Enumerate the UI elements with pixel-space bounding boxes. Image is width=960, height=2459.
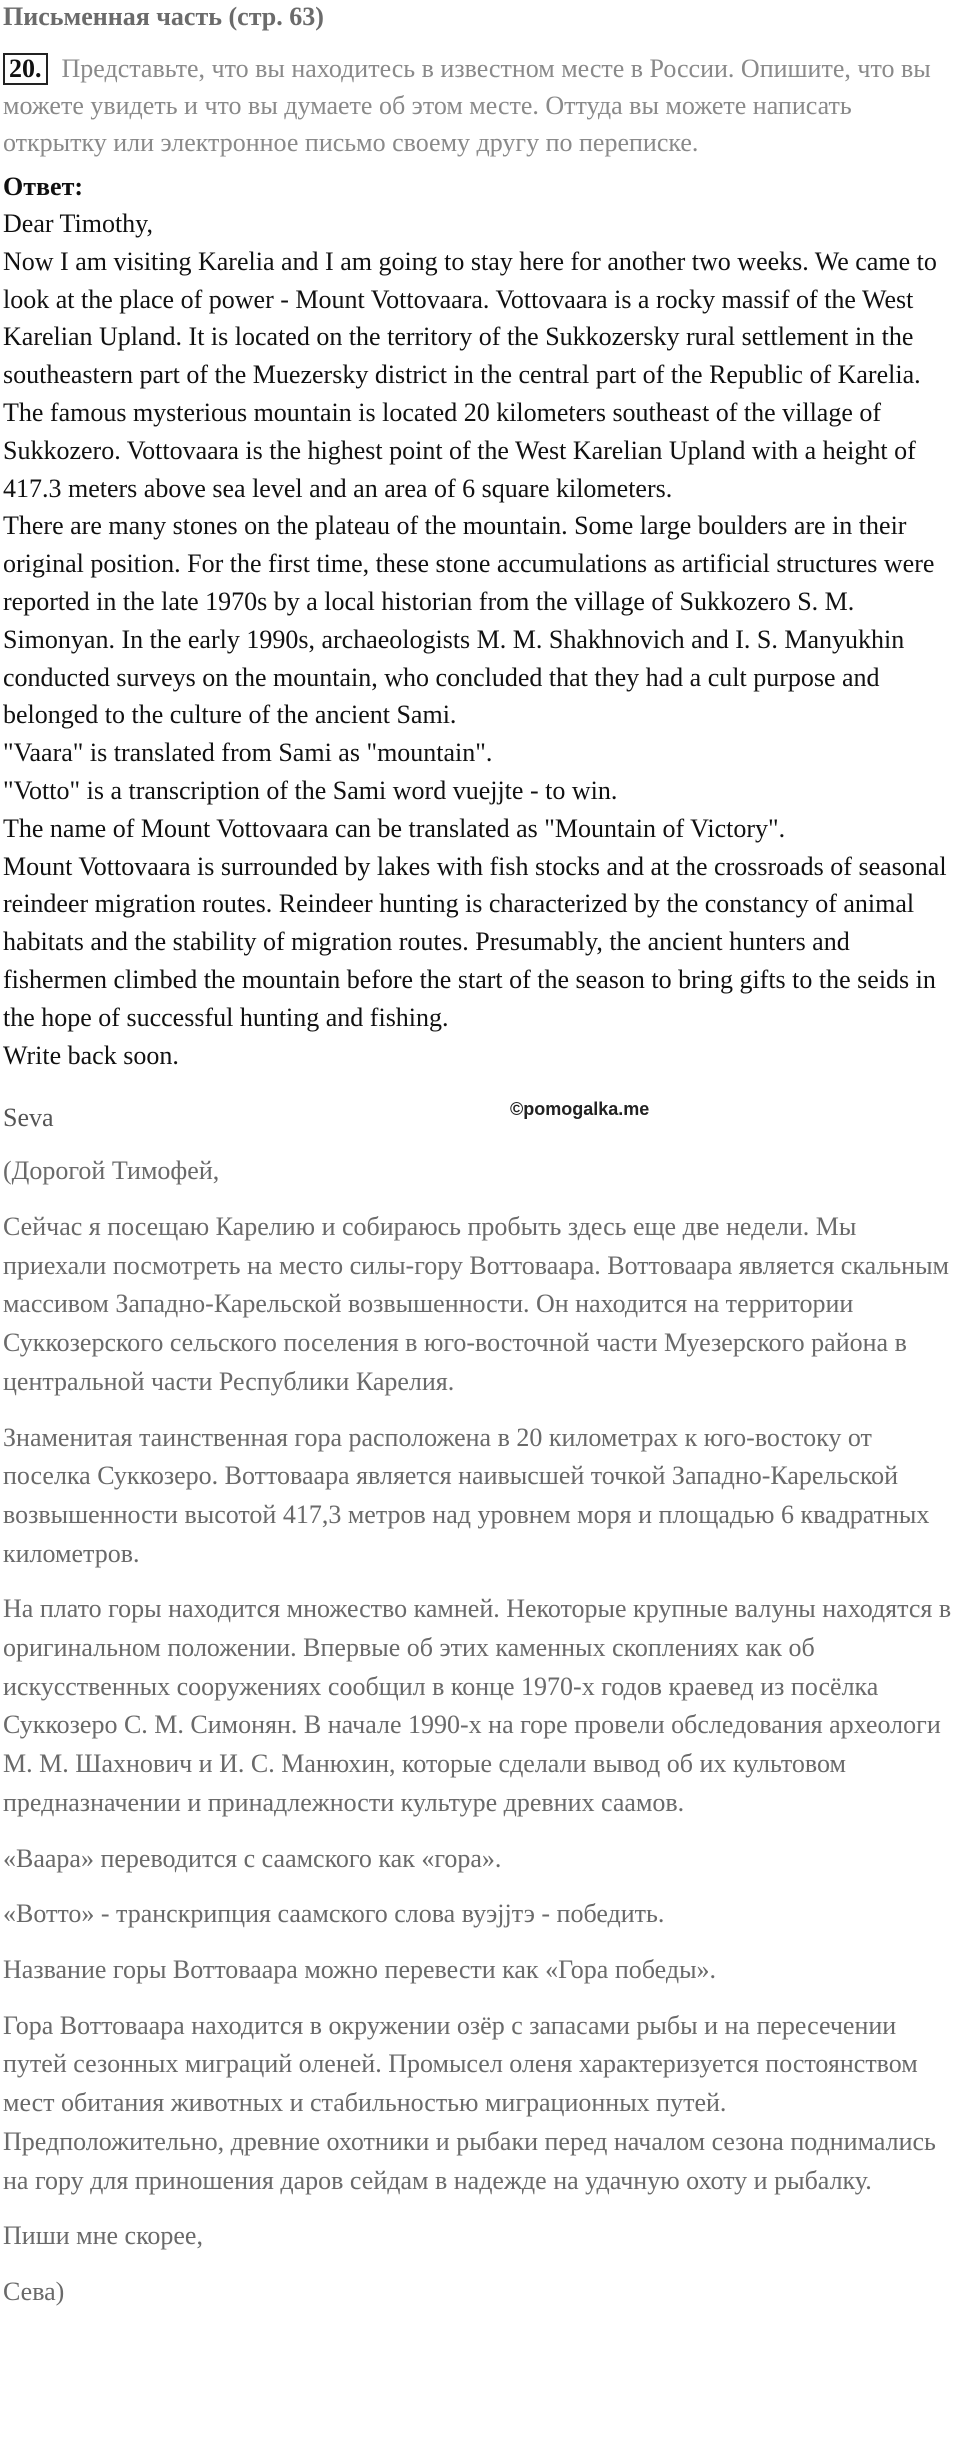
english-line: Mount Vottovaara is surrounded by lakes with fish stocks and at the crossroads of seasonal reindeer migration routes. Reindeer hunting is characterized by the constancy of animal habitats and the stability of migration routes. Presumably, the ancient hunters and fishermen climbed the mountain before the start of the season to bring gifts to the seids in the hope of successful hunting and fishing. bbox=[3, 851, 947, 1032]
task-number: 20. bbox=[3, 53, 48, 85]
english-line: Write back soon. bbox=[3, 1040, 179, 1070]
watermark: ©pomogalka.me bbox=[510, 1099, 650, 1119]
english-line: "Votto" is a transcription of the Sami word vuejjte - to win. bbox=[3, 775, 618, 805]
english-line: "Vaara" is translated from Sami as "mountain". bbox=[3, 738, 493, 768]
russian-paragraph: «Ваара» переводится с саамского как «гора». bbox=[3, 1843, 502, 1873]
russian-paragraph: (Дорогой Тимофей, bbox=[3, 1156, 220, 1186]
english-signature: Seva bbox=[3, 1103, 54, 1133]
english-letter bbox=[3, 205, 953, 1074]
russian-paragraph: На плато горы находится множество камней. Некоторые крупные валуны находятся в оригинальном положении. Впервые об этих каменных скоплениях как об искусственных сооружениях сообщил в конце 1970-х годов краевед из посёлка Суккозеро С. М. Симонян. В начале 1990-х на горе провели обследования археологи М. М. Шахнович и И. С. Манюхин, которые сделали вывод об их культовом предназначении и принадлежности культуре древних саамов. bbox=[3, 1594, 952, 1817]
page-heading: Письменная часть (стр. 63) bbox=[3, 2, 324, 31]
english-line: Now I am visiting Karelia and I am going to stay here for another two weeks. We came to look at the place of power - Mount Vottovaara. Vottovaara is a rocky massif of the West Karelian Upland. It is located on the territory of the Sukkozersky rural settlement in the southeastern part of the Muezersky district in the central part of the Republic of Karelia. bbox=[3, 246, 937, 390]
english-line: There are many stones on the plateau of the mountain. Some large boulders are in their original position. For the first time, these stone accumulations as artificial structures were reported in the late 1970s by a local historian from the village of Sukkozero S. M. Simonyan. In the early 1990s, archaeologists M. M. Shakhnovich and I. S. Manyukhin conducted surveys on the mountain, who concluded that they had a cult purpose and belonged to the culture of the ancient Sami. bbox=[3, 511, 935, 730]
russian-paragraph: Пиши мне скорее, bbox=[3, 2221, 203, 2251]
english-line: The name of Mount Vottovaara can be translated as "Mountain of Victory". bbox=[3, 813, 786, 843]
english-line: The famous mysterious mountain is located 20 kilometers southeast of the village of Sukkozero. Vottovaara is the highest point of the West Karelian Upland with a height of 417.3 meters above sea level and an area of 6 square kilometers. bbox=[3, 397, 916, 503]
russian-paragraph: Знаменитая таинственная гора расположена в 20 километрах к юго-востоку от поселка Суккозеро. Воттоваара является наивысшей точкой Западно-Карельской возвышенности высотой 417,3 метров над уровнем моря и площадью 6 квадратных километров. bbox=[3, 1422, 930, 1568]
russian-paragraph: Сева) bbox=[3, 2276, 65, 2306]
task-text: Представьте, что вы находитесь в известном месте в России. Опишите, что вы можете увидеть и что вы думаете об этом месте. Оттуда вы можете написать открытку или электронное письмо своему другу по переписке. bbox=[3, 54, 931, 157]
answer-label: Ответ: bbox=[3, 172, 84, 201]
russian-paragraph: «Вотто» - транскрипция саамского слова вуэјјтэ - победить. bbox=[3, 1899, 665, 1929]
russian-paragraph: Название горы Воттоваара можно перевести как «Гора победы». bbox=[3, 1954, 717, 1984]
russian-paragraph: Гора Воттоваара находится в окружении озёр с запасами рыбы и на пересечении путей сезонных миграций оленей. Промысел оленя характеризуется постоянством мест обитания животных и стабильностью миграционных путей. Предположительно, древние охотники и рыбаки перед началом сезона поднимались на гору для приношения даров сейдам в надежде на удачную охоту и рыбалку. bbox=[3, 2010, 936, 2195]
task-block bbox=[3, 50, 953, 161]
russian-translation bbox=[3, 1152, 953, 2311]
worksheet-page bbox=[3, 0, 953, 2329]
russian-paragraph: Сейчас я посещаю Карелию и собираюсь пробыть здесь еще две недели. Мы приехали посмотреть на место силы-гору Воттоваара. Воттоваара является скальным массивом Западно-Карельской возвышенности. Он находится на территории Суккозерского сельского поселения в юго-восточной части Муезерского района в центральной части Республики Карелия. bbox=[3, 1212, 950, 1396]
english-line: Dear Timothy, bbox=[3, 209, 153, 238]
